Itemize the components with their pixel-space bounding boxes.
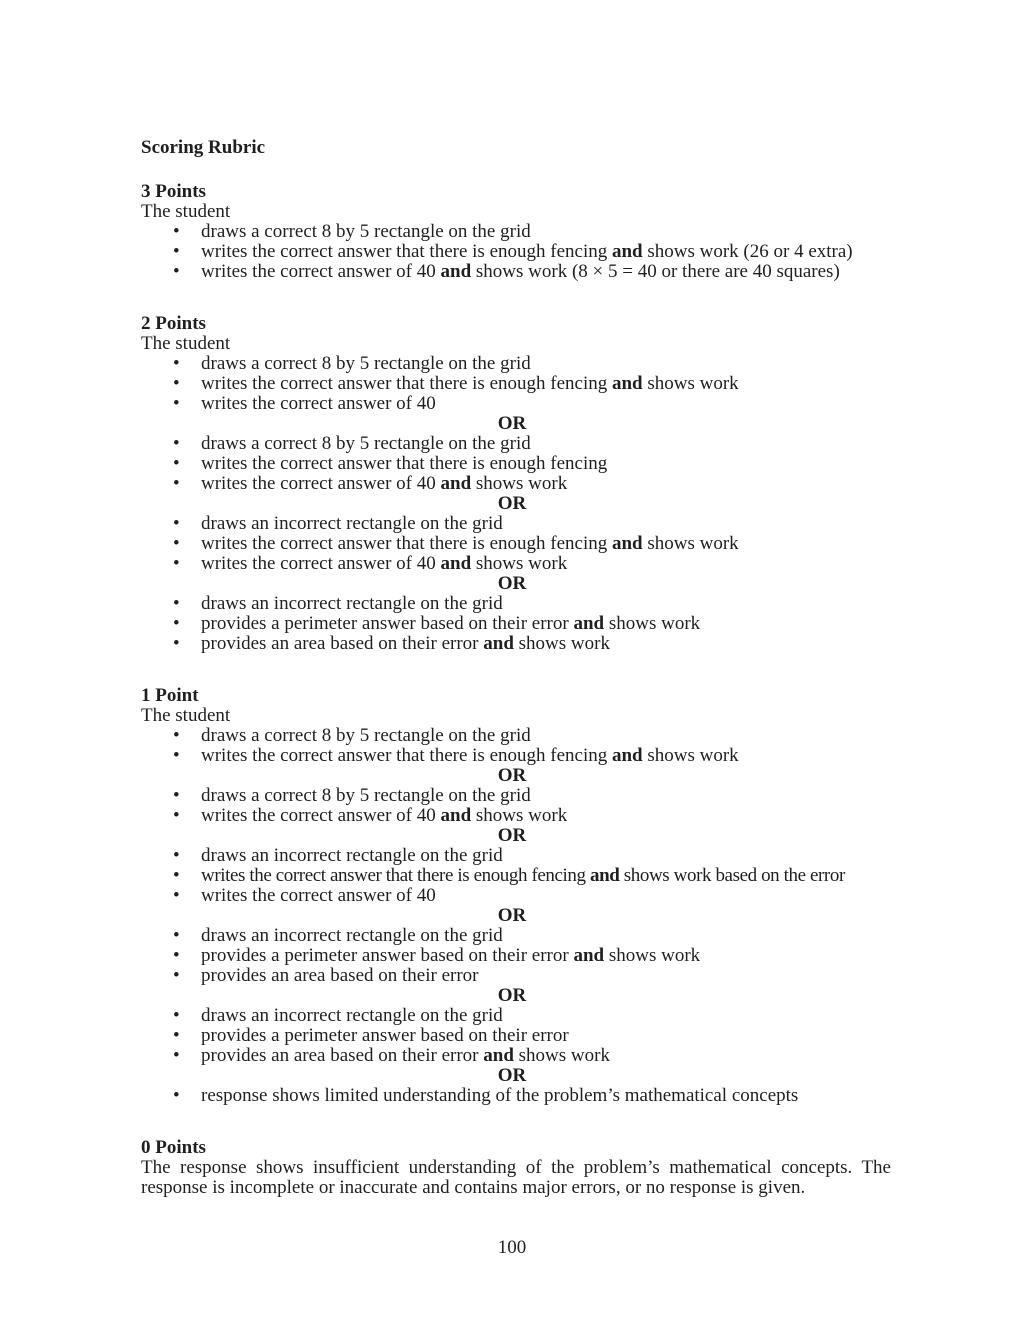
or-separator: OR	[497, 765, 527, 786]
section-2-points	[141, 314, 901, 654]
criterion-text: draws an incorrect rectangle on the grid	[201, 1005, 503, 1026]
criterion-text: draws an incorrect rectangle on the grid	[201, 925, 503, 946]
criterion-text: shows work	[518, 633, 610, 654]
criterion-text: writes the correct answer that there is enough fencing	[201, 533, 608, 554]
or-separator: OR	[497, 1065, 527, 1086]
criterion-text: shows work	[647, 373, 739, 394]
and-keyword: and	[440, 473, 472, 494]
or-separator: OR	[497, 905, 527, 926]
and-keyword: and	[573, 613, 605, 634]
criterion-text: writes the correct answer of 40	[201, 473, 436, 494]
rubric-page	[141, 136, 901, 1198]
section-0-points	[141, 1138, 901, 1198]
criterion-item	[141, 1026, 901, 1046]
criterion-text: provides a perimeter answer based on their error	[201, 945, 569, 966]
criterion-item	[141, 354, 901, 374]
criteria-list	[141, 726, 901, 766]
criterion-item	[141, 594, 901, 614]
criteria-list	[141, 926, 901, 986]
criteria-container	[141, 222, 901, 282]
section-heading: 3 Points	[141, 181, 206, 202]
criterion-text: draws a correct 8 by 5 rectangle on the grid	[201, 353, 531, 374]
criterion-text: response shows limited understanding of the problem’s mathematical concepts	[201, 1085, 799, 1106]
criterion-item	[141, 806, 901, 826]
criterion-text: shows work	[475, 473, 568, 494]
criterion-text: writes the correct answer of 40	[201, 261, 436, 282]
or-separator: OR	[497, 493, 527, 514]
criterion-item	[141, 394, 901, 414]
criterion-item	[141, 866, 901, 886]
criterion-item	[141, 966, 901, 986]
criteria-list	[141, 222, 901, 282]
criterion-item	[141, 846, 901, 866]
criterion-item	[141, 926, 901, 946]
criterion-item	[141, 726, 901, 746]
criterion-text: draws a correct 8 by 5 rectangle on the grid	[201, 785, 531, 806]
criterion-text: writes the correct answer that there is enough fencing	[201, 373, 608, 394]
criterion-item	[141, 242, 901, 262]
criterion-text: shows work	[475, 805, 568, 826]
criterion-text: provides a perimeter answer based on their error	[201, 613, 569, 634]
criterion-text: writes the correct answer of 40	[201, 805, 436, 826]
criterion-item	[141, 614, 901, 634]
criterion-text: shows work based on the error	[623, 865, 845, 886]
criteria-list	[141, 354, 901, 414]
criterion-text: provides an area based on their error	[201, 633, 479, 654]
criterion-text: shows work	[608, 945, 701, 966]
criterion-text: writes the correct answer of 40	[201, 393, 436, 414]
criterion-item	[141, 634, 901, 654]
criterion-text: writes the correct answer of 40	[201, 553, 436, 574]
and-keyword: and	[440, 261, 472, 282]
criterion-text: provides a perimeter answer based on their error	[201, 1025, 569, 1046]
section-intro: The student	[141, 333, 231, 354]
section-description: The response shows insufficient understanding of the problem’s mathematical concepts. The response is incomplete or inaccurate and contains major errors, or no response is given.	[141, 1157, 891, 1198]
criterion-item	[141, 554, 901, 574]
criteria-list	[141, 594, 901, 654]
criteria-list	[141, 434, 901, 494]
and-keyword: and	[590, 865, 620, 886]
criterion-item	[141, 374, 901, 394]
and-keyword: and	[611, 241, 643, 262]
criterion-text: writes the correct answer that there is enough fencing	[201, 865, 586, 886]
section-heading: 2 Points	[141, 313, 206, 334]
and-keyword: and	[611, 533, 643, 554]
criterion-text: draws a correct 8 by 5 rectangle on the grid	[201, 221, 531, 242]
and-keyword: and	[440, 805, 472, 826]
criterion-text: shows work	[608, 613, 701, 634]
criterion-text: shows work	[647, 533, 739, 554]
criterion-text: shows work	[518, 1045, 610, 1066]
criteria-container	[141, 354, 901, 654]
criterion-text: writes the correct answer of 40	[201, 885, 436, 906]
criterion-item	[141, 474, 901, 494]
and-keyword: and	[483, 1045, 514, 1066]
section-1-point	[141, 686, 901, 1106]
section-heading: 1 Point	[141, 685, 199, 706]
criterion-text: shows work	[475, 553, 568, 574]
criteria-list	[141, 1006, 901, 1066]
or-separator: OR	[497, 985, 527, 1006]
section-heading: 0 Points	[141, 1137, 206, 1158]
criterion-text: writes the correct answer that there is enough fencing	[201, 745, 608, 766]
page-number: 100	[497, 1237, 527, 1258]
or-separator: OR	[497, 573, 527, 594]
criteria-list	[141, 514, 901, 574]
criterion-text: shows work	[647, 745, 739, 766]
criterion-text: draws a correct 8 by 5 rectangle on the grid	[201, 725, 531, 746]
and-keyword: and	[483, 633, 514, 654]
criteria-container	[141, 726, 901, 1106]
criterion-item	[141, 262, 901, 282]
criterion-item	[141, 514, 901, 534]
criterion-text: shows work (8 × 5 = 40 or there are 40 squares)	[475, 261, 840, 282]
criterion-text: writes the correct answer that there is enough fencing	[201, 241, 608, 262]
criteria-list	[141, 846, 901, 906]
criterion-text: draws an incorrect rectangle on the grid	[201, 513, 503, 534]
criterion-item	[141, 786, 901, 806]
criterion-text: draws an incorrect rectangle on the grid	[201, 593, 503, 614]
criterion-item	[141, 1086, 901, 1106]
criterion-item	[141, 222, 901, 242]
criteria-list	[141, 1086, 901, 1106]
criterion-item	[141, 746, 901, 766]
criterion-text: draws an incorrect rectangle on the grid	[201, 845, 503, 866]
page-title: Scoring Rubric	[141, 137, 266, 158]
or-separator: OR	[497, 825, 527, 846]
section-intro: The student	[141, 705, 231, 726]
criterion-item	[141, 534, 901, 554]
section-3-points	[141, 182, 901, 282]
criterion-item	[141, 1046, 901, 1066]
criterion-item	[141, 434, 901, 454]
criterion-item	[141, 454, 901, 474]
and-keyword: and	[440, 553, 472, 574]
criterion-text: writes the correct answer that there is enough fencing	[201, 453, 608, 474]
criterion-text: provides an area based on their error	[201, 965, 479, 986]
section-intro: The student	[141, 201, 231, 222]
criterion-item	[141, 1006, 901, 1026]
criterion-item	[141, 886, 901, 906]
or-separator: OR	[497, 413, 527, 434]
criterion-text: shows work (26 or 4 extra)	[647, 241, 853, 262]
and-keyword: and	[611, 745, 643, 766]
and-keyword: and	[611, 373, 643, 394]
and-keyword: and	[573, 945, 605, 966]
criterion-text: provides an area based on their error	[201, 1045, 479, 1066]
criterion-item	[141, 946, 901, 966]
criteria-list	[141, 786, 901, 826]
criterion-text: draws a correct 8 by 5 rectangle on the grid	[201, 433, 531, 454]
